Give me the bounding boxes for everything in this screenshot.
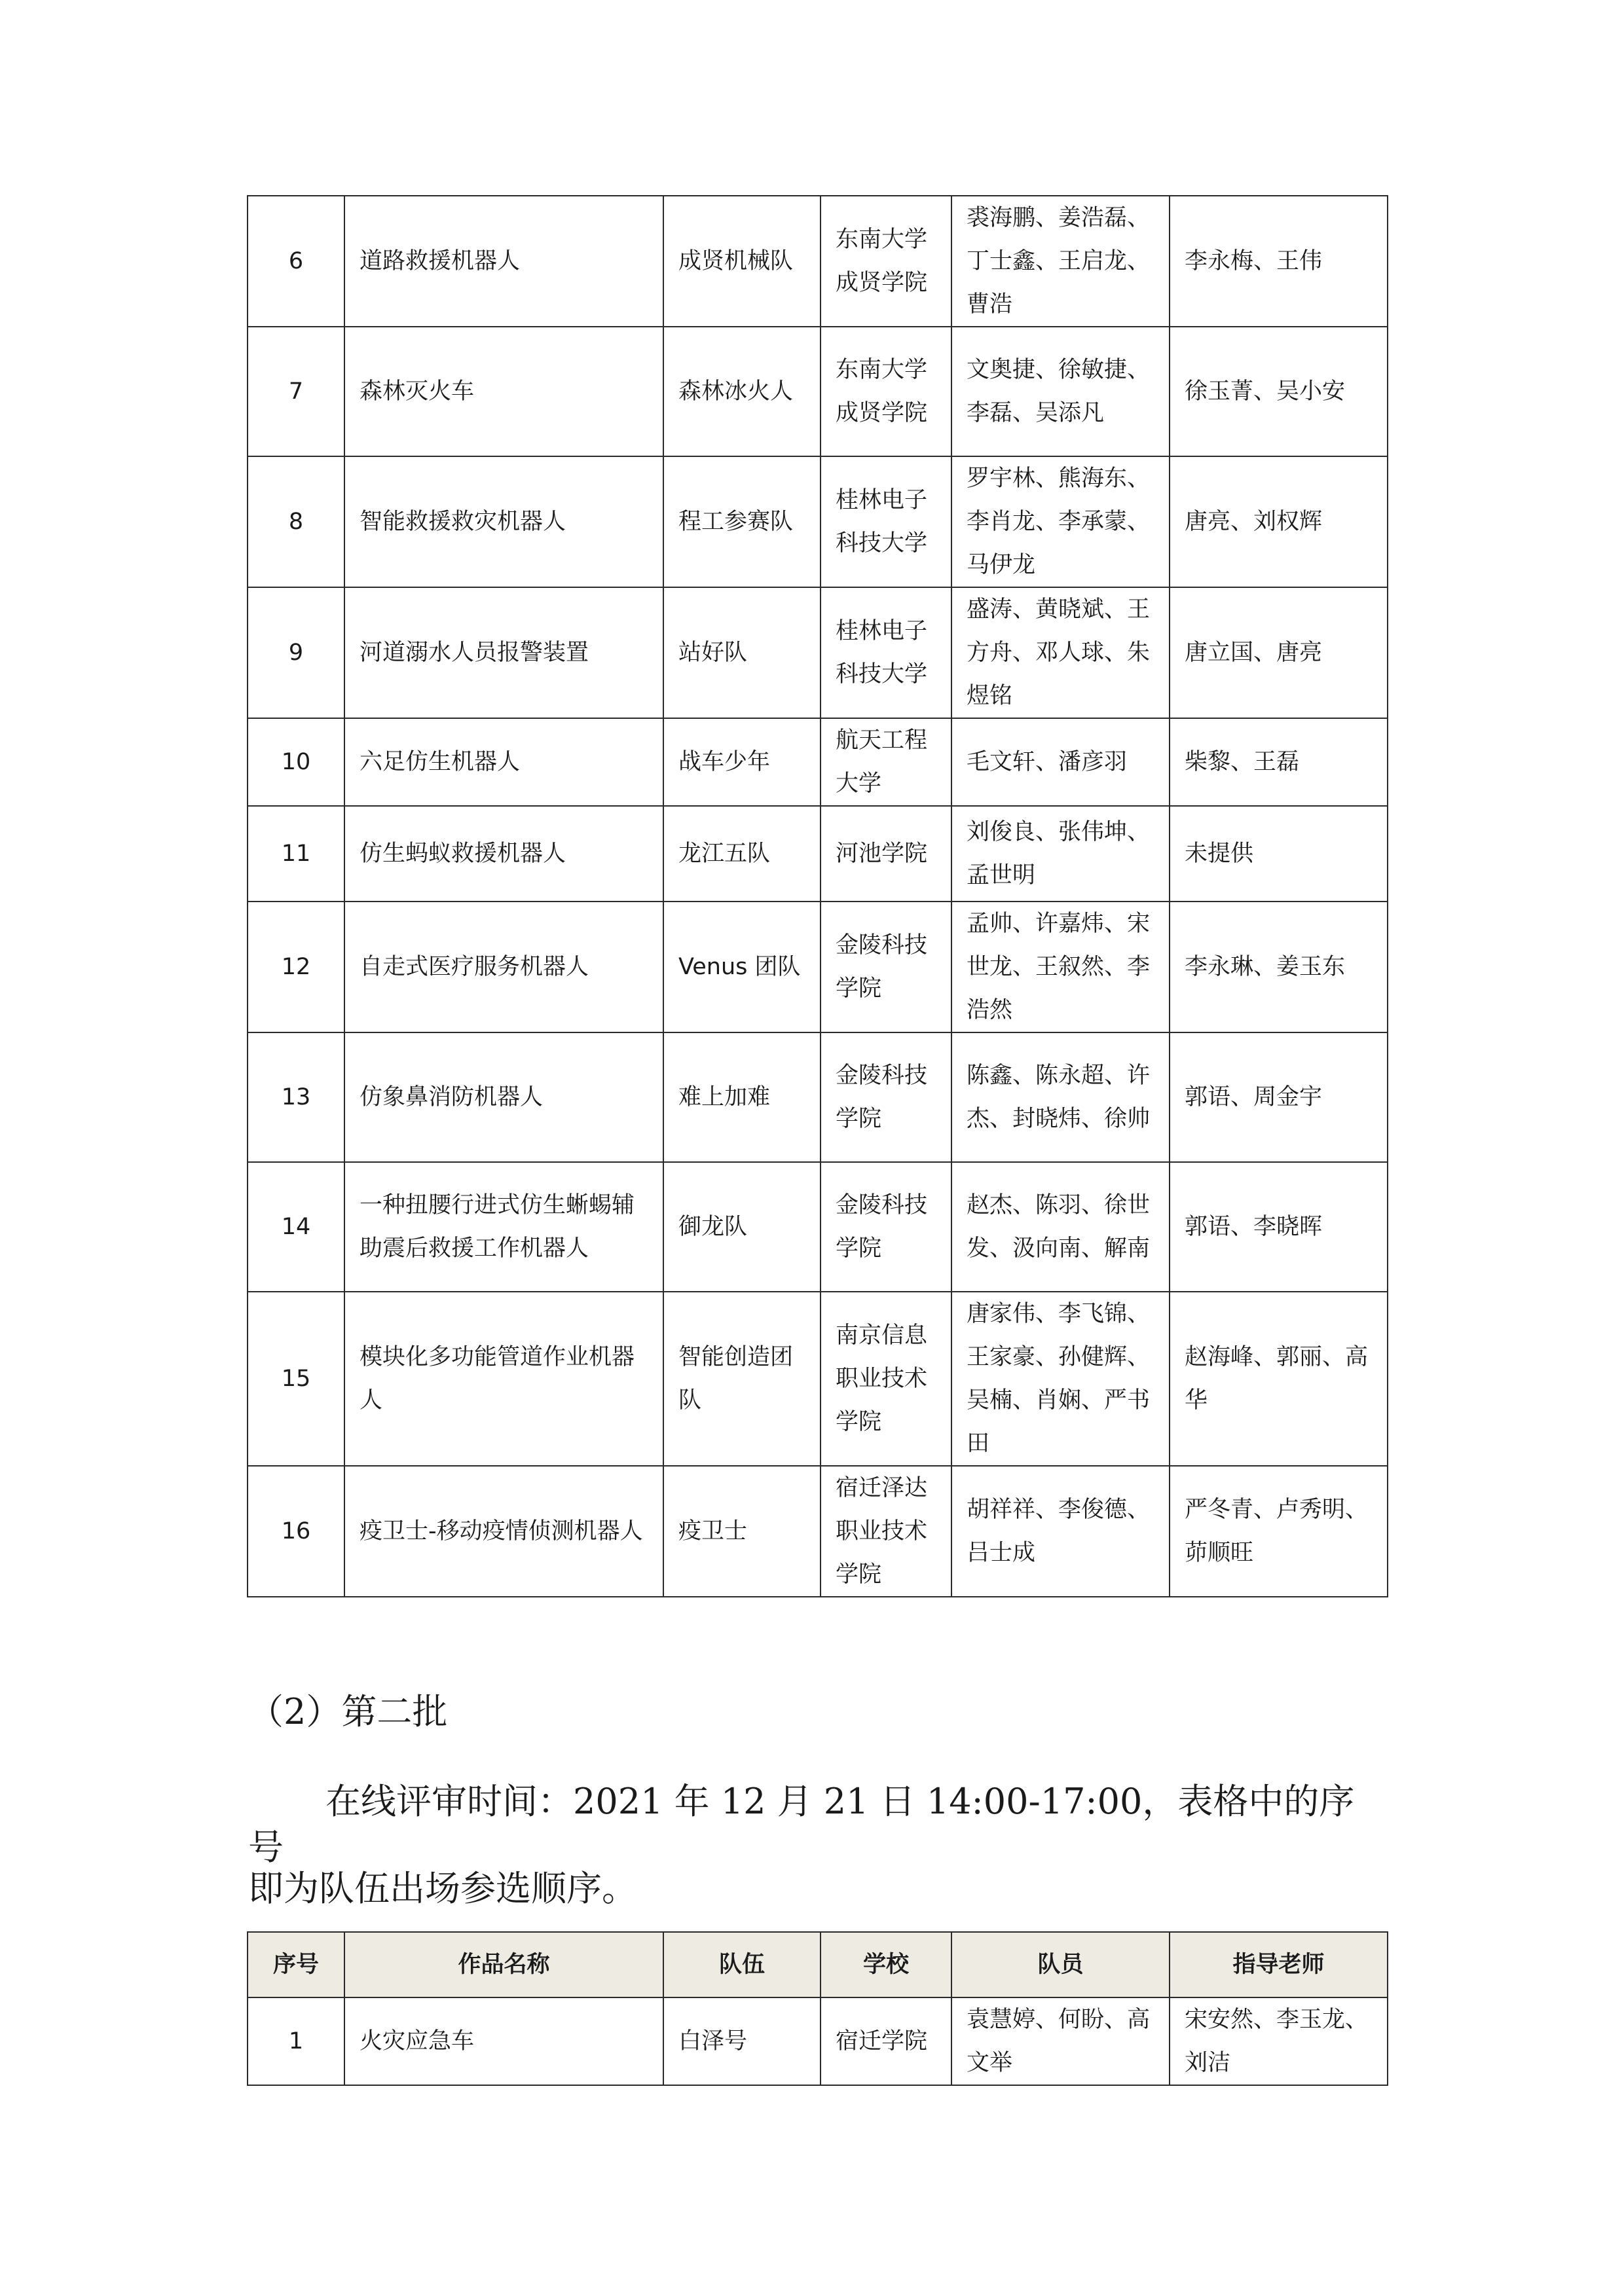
advisor-names: 宋安然、李玉龙、刘洁 [1170,1997,1388,2085]
table-row [248,806,1388,902]
order-note-paragraph: 即为队伍出场参选顺序。 [248,1868,637,1909]
advisor-names: 严冬青、卢秀明、茆顺旺 [1170,1466,1388,1597]
row-number: 13 [248,1032,344,1162]
table-row [248,902,1388,1032]
table-row [248,1162,1388,1292]
table-row [248,456,1388,587]
table-row [248,327,1388,456]
advisor-names: 柴黎、王磊 [1170,718,1388,806]
review-time-paragraph: 在线评审时间：2021 年 12 月 21 日 14:00-17:00，表格中的序号 [248,1781,1355,1868]
row-number: 15 [248,1292,344,1466]
team-name: 白泽号 [663,1997,821,2085]
section-heading: （2）第二批 [248,1691,448,1732]
work-name: 火灾应急车 [344,1997,663,2085]
advisor-names: 唐亮、刘权辉 [1170,456,1388,587]
school-name: 桂林电子科技大学 [821,587,951,718]
header-number: 序号 [248,1932,344,1997]
row-number: 8 [248,456,344,587]
team-name: 战车少年 [663,718,821,806]
team-name: Venus 团队 [663,902,821,1032]
work-name: 六足仿生机器人 [344,718,663,806]
team-name: 站好队 [663,587,821,718]
school-name: 宿迁泽达职业技术学院 [821,1466,951,1597]
team-members: 陈鑫、陈永超、许杰、封晓炜、徐帅 [951,1032,1170,1162]
school-name: 河池学院 [821,806,951,902]
team-name: 智能创造团队 [663,1292,821,1466]
work-name: 仿象鼻消防机器人 [344,1032,663,1162]
table-row [248,718,1388,806]
work-name: 疫卫士-移动疫情侦测机器人 [344,1466,663,1597]
team-members: 胡祥祥、李俊德、吕士成 [951,1466,1170,1597]
team-name: 疫卫士 [663,1466,821,1597]
team-name: 成贤机械队 [663,196,821,327]
table-row [248,196,1388,327]
team-name: 程工参赛队 [663,456,821,587]
school-name: 桂林电子科技大学 [821,456,951,587]
school-name: 东南大学成贤学院 [821,327,951,456]
row-number: 11 [248,806,344,902]
team-members: 刘俊良、张伟坤、孟世明 [951,806,1170,902]
advisor-names: 徐玉菁、吴小安 [1170,327,1388,456]
row-number: 16 [248,1466,344,1597]
school-name: 东南大学成贤学院 [821,196,951,327]
table-row [248,1292,1388,1466]
row-number: 12 [248,902,344,1032]
row-number: 14 [248,1162,344,1292]
team-name: 御龙队 [663,1162,821,1292]
row-number: 7 [248,327,344,456]
advisor-names: 郭语、李晓晖 [1170,1162,1388,1292]
table-row [248,1032,1388,1162]
advisor-names: 郭语、周金宇 [1170,1032,1388,1162]
advisor-names: 未提供 [1170,806,1388,902]
team-members: 孟帅、许嘉炜、宋世龙、王叙然、李浩然 [951,902,1170,1032]
row-number: 10 [248,718,344,806]
advisor-names: 赵海峰、郭丽、高华 [1170,1292,1388,1466]
team-members: 罗宇林、熊海东、李肖龙、李承蒙、马伊龙 [951,456,1170,587]
advisor-names: 李永梅、王伟 [1170,196,1388,327]
table-row [248,1466,1388,1597]
team-members: 毛文轩、潘彦羽 [951,718,1170,806]
row-number: 9 [248,587,344,718]
work-name: 自走式医疗服务机器人 [344,902,663,1032]
header-team: 队伍 [663,1932,821,1997]
advisor-names: 李永琳、姜玉东 [1170,902,1388,1032]
work-name: 模块化多功能管道作业机器人 [344,1292,663,1466]
entries-table-batch-2 [247,1931,1388,2086]
school-name: 航天工程大学 [821,718,951,806]
table-header-row [248,1932,1388,1997]
advisor-names: 唐立国、唐亮 [1170,587,1388,718]
team-members: 盛涛、黄晓斌、王方舟、邓人球、朱煜铭 [951,587,1170,718]
school-name: 南京信息职业技术学院 [821,1292,951,1466]
school-name: 金陵科技学院 [821,902,951,1032]
school-name: 宿迁学院 [821,1997,951,2085]
header-work: 作品名称 [344,1932,663,1997]
team-members: 裘海鹏、姜浩磊、丁士鑫、王启龙、曹浩 [951,196,1170,327]
table-row [248,587,1388,718]
team-members: 袁慧婷、何盼、高文举 [951,1997,1170,2085]
team-name: 龙江五队 [663,806,821,902]
work-name: 河道溺水人员报警装置 [344,587,663,718]
row-number: 6 [248,196,344,327]
team-name: 森林冰火人 [663,327,821,456]
work-name: 森林灭火车 [344,327,663,456]
row-number: 1 [248,1997,344,2085]
header-school: 学校 [821,1932,951,1997]
header-members: 队员 [951,1932,1170,1997]
school-name: 金陵科技学院 [821,1032,951,1162]
work-name: 仿生蚂蚁救援机器人 [344,806,663,902]
work-name: 智能救援救灾机器人 [344,456,663,587]
work-name: 道路救援机器人 [344,196,663,327]
school-name: 金陵科技学院 [821,1162,951,1292]
team-members: 文奥捷、徐敏捷、李磊、吴添凡 [951,327,1170,456]
team-members: 赵杰、陈羽、徐世发、汲向南、解南 [951,1162,1170,1292]
team-members: 唐家伟、李飞锦、王家豪、孙健辉、吴楠、肖娴、严书田 [951,1292,1170,1466]
header-advisor: 指导老师 [1170,1932,1388,1997]
table-row [248,1997,1388,2085]
work-name: 一种扭腰行进式仿生蜥蜴辅助震后救援工作机器人 [344,1162,663,1292]
team-name: 难上加难 [663,1032,821,1162]
entries-table-batch-1 [247,195,1388,1597]
